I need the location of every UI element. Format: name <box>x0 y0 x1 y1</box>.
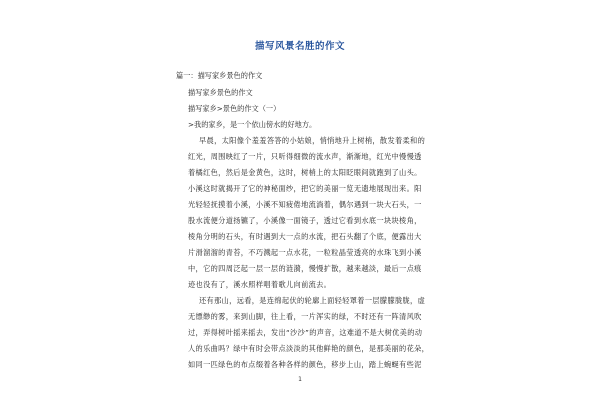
paragraph1-line: 小溪这时就揭开了它的神秘面纱，把它的美丽一览无遗地展现出来。阳 <box>188 184 422 193</box>
paragraph1-line: 股水流便分道扬镳了，小溪像一面镜子，透过它看到水底一块块棱角， <box>188 216 422 225</box>
paragraph2-line: 过，弄得树叶摇来摇去，发出“沙沙”的声音，这难道不是大树优美的动 <box>188 328 423 337</box>
paragraph1-line: 迹也没有了，溪水照样唱着歌儿向前流去。 <box>188 280 332 289</box>
paragraph1-line: 棱角分明的石头，有时遇到大一点的水流，把石头翻了个底，便露出大 <box>188 232 422 241</box>
paragraph1-line: 光轻轻抚摸着小溪，小溪不知疲倦地流淌着，偶尔遇到一块大石头，一 <box>188 200 422 209</box>
paragraph1-line: 片滑溜溜的青苔，不巧溅起一点水花，一粒粒晶莹透亮的水珠飞到小溪 <box>188 248 422 257</box>
page-number: 1 <box>298 376 302 383</box>
paragraph1-line: 红光，周围映红了一片，只听得细微的流水声，渐渐地，红光中慢慢透 <box>188 152 422 161</box>
paragraph2-line: 还有那山，远看，是连绵起伏的轮廓上面轻轻罩着一层朦朦胧胧，虚 <box>199 296 426 305</box>
paragraph1-line: 早晨，太阳像个羞羞答答的小姑娘，悄悄地升上树梢，散发着柔和的 <box>199 136 426 145</box>
intro-line: >我的家乡，是一个依山傍水的好地方。 <box>188 120 317 129</box>
paragraph1-line: 中，它的四周泛起一层一层的涟漪，慢慢扩散，越来越淡，最后一点痕 <box>188 264 422 273</box>
paragraph2-line: 无缥缈的雾，来到山脚，往上看，一片浑实的绿，不时还有一阵清风吹 <box>188 312 422 321</box>
paragraph1-line: 着橘红色，然后是金黄色，这时，树梢上的太阳眨眼间就跑到了山头。 <box>188 168 422 177</box>
section-heading: 篇一：描写家乡景色的作文 <box>176 71 263 80</box>
chapter-heading: 描写家乡>景色的作文（一） <box>188 104 281 113</box>
paragraph2-line: 如同一匹绿色的布点缀着各种各样的颜色，移步上山，踏上蜿蜒有些泥 <box>188 360 422 369</box>
subheading: 描写家乡景色的作文 <box>188 88 253 97</box>
paragraph2-line: 人的乐曲吗？绿中有时会带点淡淡的其他鲜艳的颜色，是那美丽的花朵， <box>188 344 430 353</box>
document-title: 描写风景名胜的作文 <box>254 41 345 52</box>
